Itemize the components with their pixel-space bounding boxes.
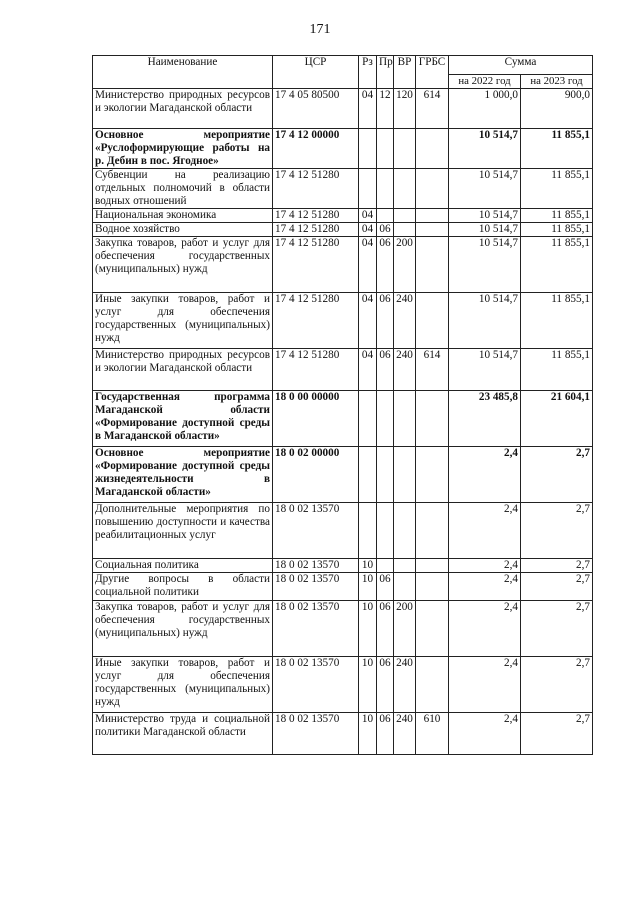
row-vr — [394, 503, 416, 559]
table-row — [93, 237, 593, 293]
row-amount-2023: 11 855,1 — [521, 209, 593, 223]
row-vr: 200 — [394, 601, 416, 657]
row-grbs — [416, 237, 449, 293]
row-amount-2022: 10 514,7 — [449, 349, 521, 391]
row-amount-2023: 21 604,1 — [521, 391, 593, 447]
row-csr: 17 4 12 51280 — [273, 349, 359, 391]
row-amount-2023: 2,7 — [521, 601, 593, 657]
row-name: Субвенции на реализацию отдельных полномочий в области водных отношений — [93, 169, 273, 209]
table-row — [93, 349, 593, 391]
row-amount-2022: 10 514,7 — [449, 237, 521, 293]
header-year-2022: на 2022 год — [449, 75, 521, 89]
row-vr — [394, 573, 416, 601]
row-rz: 10 — [359, 601, 377, 657]
row-grbs — [416, 209, 449, 223]
page-number: 171 — [309, 22, 331, 37]
row-rz: 04 — [359, 223, 377, 237]
row-amount-2022: 23 485,8 — [449, 391, 521, 447]
header-sum: Сумма — [449, 56, 593, 75]
row-grbs — [416, 503, 449, 559]
row-csr: 18 0 02 13570 — [273, 503, 359, 559]
row-name: Министерство природных ресурсов и экологии Магаданской области — [93, 89, 273, 129]
row-pr: 12 — [377, 89, 394, 129]
table-body — [93, 89, 593, 755]
row-name: Другие вопросы в области социальной политики — [93, 573, 273, 601]
table-row — [93, 391, 593, 447]
row-rz — [359, 169, 377, 209]
row-amount-2023: 2,7 — [521, 503, 593, 559]
row-pr — [377, 209, 394, 223]
row-csr: 17 4 12 00000 — [273, 129, 359, 169]
row-amount-2022: 2,4 — [449, 657, 521, 713]
row-rz — [359, 129, 377, 169]
row-csr: 18 0 02 13570 — [273, 559, 359, 573]
row-pr: 06 — [377, 293, 394, 349]
row-amount-2023: 11 855,1 — [521, 223, 593, 237]
row-csr: 17 4 12 51280 — [273, 293, 359, 349]
row-csr: 18 0 02 00000 — [273, 447, 359, 503]
row-name: Водное хозяйство — [93, 223, 273, 237]
row-vr: 120 — [394, 89, 416, 129]
row-rz: 10 — [359, 559, 377, 573]
row-vr — [394, 129, 416, 169]
row-amount-2023: 2,7 — [521, 713, 593, 755]
row-vr — [394, 223, 416, 237]
table-row — [93, 447, 593, 503]
row-grbs: 614 — [416, 89, 449, 129]
row-rz — [359, 391, 377, 447]
row-vr: 240 — [394, 657, 416, 713]
row-pr — [377, 169, 394, 209]
row-name: Основное мероприятие «Руслоформирующие работы на р. Дебин в пос. Ягодное» — [93, 129, 273, 169]
row-amount-2022: 2,4 — [449, 559, 521, 573]
row-name: Закупка товаров, работ и услуг для обеспечения государственных (муниципальных) нужд — [93, 601, 273, 657]
row-pr — [377, 391, 394, 447]
row-name: Иные закупки товаров, работ и услуг для обеспечения государственных (муниципальных) нужд — [93, 657, 273, 713]
table-row — [93, 503, 593, 559]
row-amount-2023: 11 855,1 — [521, 349, 593, 391]
table-row — [93, 713, 593, 755]
row-vr: 200 — [394, 237, 416, 293]
header-name: Наименование — [93, 56, 273, 89]
row-amount-2022: 2,4 — [449, 447, 521, 503]
row-amount-2022: 1 000,0 — [449, 89, 521, 129]
row-rz — [359, 447, 377, 503]
row-amount-2023: 11 855,1 — [521, 129, 593, 169]
row-amount-2022: 10 514,7 — [449, 169, 521, 209]
row-vr: 240 — [394, 713, 416, 755]
row-csr: 17 4 05 80500 — [273, 89, 359, 129]
table-row — [93, 129, 593, 169]
row-pr: 06 — [377, 223, 394, 237]
row-grbs — [416, 129, 449, 169]
row-pr: 06 — [377, 237, 394, 293]
row-rz: 04 — [359, 209, 377, 223]
row-csr: 17 4 12 51280 — [273, 169, 359, 209]
row-amount-2023: 11 855,1 — [521, 169, 593, 209]
table-row — [93, 657, 593, 713]
row-grbs — [416, 573, 449, 601]
row-vr — [394, 209, 416, 223]
row-amount-2023: 900,0 — [521, 89, 593, 129]
row-pr — [377, 447, 394, 503]
row-grbs — [416, 293, 449, 349]
row-csr: 18 0 02 13570 — [273, 601, 359, 657]
row-rz: 10 — [359, 573, 377, 601]
row-amount-2022: 10 514,7 — [449, 129, 521, 169]
row-csr: 18 0 02 13570 — [273, 713, 359, 755]
row-pr: 06 — [377, 601, 394, 657]
row-csr: 17 4 12 51280 — [273, 223, 359, 237]
row-amount-2022: 2,4 — [449, 503, 521, 559]
row-amount-2023: 11 855,1 — [521, 237, 593, 293]
row-csr: 17 4 12 51280 — [273, 209, 359, 223]
row-pr: 06 — [377, 713, 394, 755]
row-rz: 10 — [359, 657, 377, 713]
row-grbs — [416, 169, 449, 209]
row-name: Национальная экономика — [93, 209, 273, 223]
row-csr: 17 4 12 51280 — [273, 237, 359, 293]
row-pr: 06 — [377, 573, 394, 601]
row-rz: 10 — [359, 713, 377, 755]
row-name: Иные закупки товаров, работ и услуг для обеспечения государственных (муниципальных) нужд — [93, 293, 273, 349]
row-vr — [394, 391, 416, 447]
row-grbs — [416, 657, 449, 713]
row-name: Министерство труда и социальной политики Магаданской области — [93, 713, 273, 755]
header-year-2023: на 2023 год — [521, 75, 593, 89]
table-row — [93, 573, 593, 601]
row-pr: 06 — [377, 657, 394, 713]
row-grbs — [416, 559, 449, 573]
row-grbs — [416, 601, 449, 657]
row-vr: 240 — [394, 293, 416, 349]
row-rz: 04 — [359, 349, 377, 391]
row-amount-2023: 2,7 — [521, 573, 593, 601]
table-row — [93, 293, 593, 349]
table-row — [93, 89, 593, 129]
table-row — [93, 209, 593, 223]
header-vr: ВР — [394, 56, 416, 89]
row-amount-2022: 2,4 — [449, 573, 521, 601]
budget-table — [92, 55, 593, 755]
row-pr — [377, 503, 394, 559]
row-amount-2022: 10 514,7 — [449, 223, 521, 237]
row-amount-2023: 2,7 — [521, 657, 593, 713]
row-amount-2023: 2,7 — [521, 559, 593, 573]
table-row — [93, 601, 593, 657]
row-csr: 18 0 02 13570 — [273, 573, 359, 601]
row-rz — [359, 503, 377, 559]
header-rz: Рз — [359, 56, 377, 89]
row-name: Основное мероприятие «Формирование доступной среды жизнедеятельности в Магаданской области» — [93, 447, 273, 503]
header-csr: ЦСР — [273, 56, 359, 89]
row-rz: 04 — [359, 89, 377, 129]
row-amount-2022: 2,4 — [449, 601, 521, 657]
row-name: Государственная программа Магаданской области «Формирование доступной среды в Магаданской области» — [93, 391, 273, 447]
header-grbs: ГРБС — [416, 56, 449, 89]
row-amount-2022: 2,4 — [449, 713, 521, 755]
row-rz: 04 — [359, 293, 377, 349]
row-amount-2023: 11 855,1 — [521, 293, 593, 349]
row-vr — [394, 559, 416, 573]
row-name: Дополнительные мероприятия по повышению доступности и качества реабилитационных услуг — [93, 503, 273, 559]
row-rz: 04 — [359, 237, 377, 293]
row-amount-2023: 2,7 — [521, 447, 593, 503]
row-grbs — [416, 391, 449, 447]
row-amount-2022: 10 514,7 — [449, 209, 521, 223]
row-vr — [394, 169, 416, 209]
row-pr — [377, 129, 394, 169]
table-row — [93, 559, 593, 573]
row-csr: 18 0 00 00000 — [273, 391, 359, 447]
row-grbs — [416, 223, 449, 237]
row-grbs: 610 — [416, 713, 449, 755]
row-grbs — [416, 447, 449, 503]
row-vr: 240 — [394, 349, 416, 391]
table-row — [93, 223, 593, 237]
row-pr — [377, 559, 394, 573]
row-csr: 18 0 02 13570 — [273, 657, 359, 713]
row-name: Социальная политика — [93, 559, 273, 573]
table-row — [93, 169, 593, 209]
row-grbs: 614 — [416, 349, 449, 391]
row-amount-2022: 10 514,7 — [449, 293, 521, 349]
header-pr: Пр — [377, 56, 394, 89]
row-name: Закупка товаров, работ и услуг для обеспечения государственных (муниципальных) нужд — [93, 237, 273, 293]
row-name: Министерство природных ресурсов и экологии Магаданской области — [93, 349, 273, 391]
row-vr — [394, 447, 416, 503]
row-pr: 06 — [377, 349, 394, 391]
